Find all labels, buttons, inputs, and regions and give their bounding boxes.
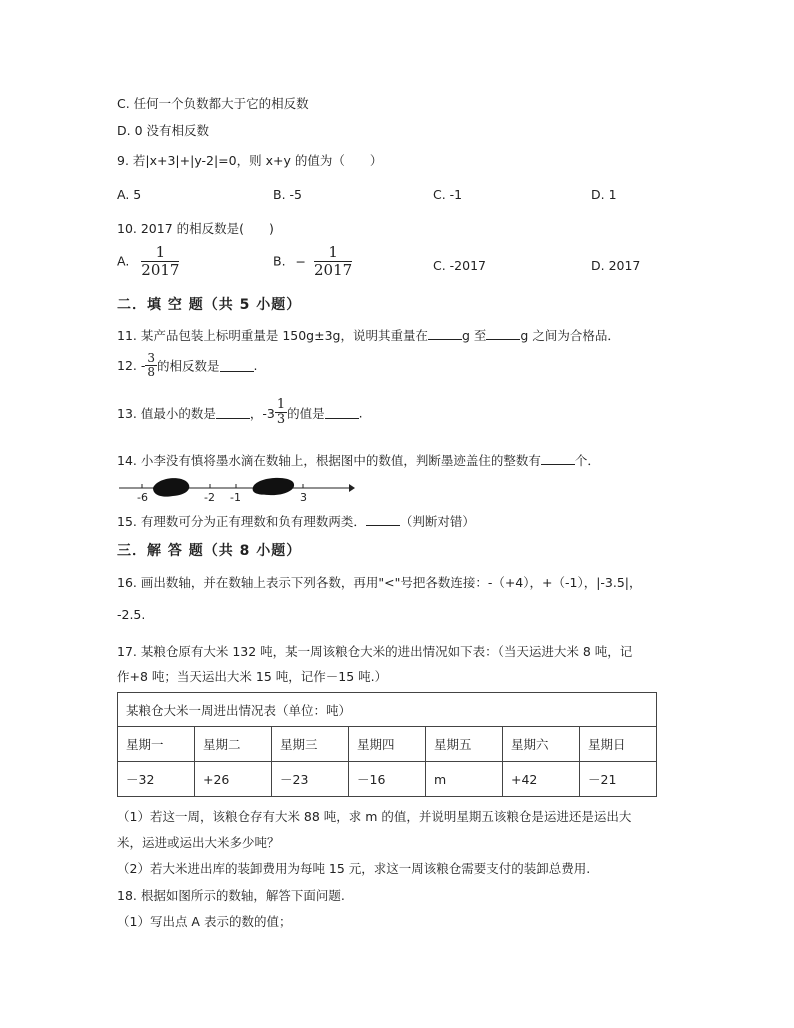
table-cell: +26 bbox=[195, 762, 272, 797]
fraction-numerator: 3 bbox=[147, 351, 156, 365]
q17-sub2: （2）若大米进出库的装卸费用为每吨 15 元，求这一周该粮仓需要支付的装卸总费用. bbox=[117, 861, 591, 876]
answer-blank bbox=[428, 327, 462, 340]
answer-blank bbox=[541, 452, 575, 465]
q11-text-2: g 至 bbox=[461, 328, 487, 343]
option-label: B. bbox=[273, 253, 286, 269]
q16-line-2: -2.5. bbox=[117, 607, 146, 622]
fraction-denominator: 3 bbox=[276, 412, 286, 428]
q12-prefix: 12. - bbox=[117, 358, 146, 374]
q9-option-a: A. 5 bbox=[117, 187, 142, 202]
table-caption-row bbox=[118, 693, 657, 727]
table-cell: +42 bbox=[503, 762, 580, 797]
ink-blot bbox=[253, 478, 294, 495]
fraction-numerator: 1 bbox=[141, 244, 179, 262]
q15-end: （判断对错） bbox=[399, 514, 475, 529]
answer-blank bbox=[220, 359, 254, 372]
q14-text: 14. 小李没有慎将墨水滴在数轴上，根据图中的数值，判断墨迹盖住的整数有 bbox=[117, 453, 541, 468]
q13-text-2: ，-3 bbox=[249, 405, 275, 421]
q8-option-d: D. 0 没有相反数 bbox=[117, 123, 209, 138]
q13 bbox=[117, 398, 363, 428]
tick-label: -2 bbox=[204, 491, 215, 504]
table-row bbox=[118, 762, 657, 797]
fraction-denominator: 2017 bbox=[141, 260, 180, 279]
q11-text-1: 11. 某产品包装上标明重量是 150g±3g，说明其重量在 bbox=[117, 328, 428, 343]
grain-table bbox=[117, 692, 657, 797]
q16-line-1: 16. 画出数轴，并在数轴上表示下列各数，再用"<"号把各数连接：-（+4），+（-1），|-3.5|， bbox=[117, 575, 642, 590]
q17-line-2: 作+8 吨；当天运出大米 15 吨，记作－15 吨.） bbox=[117, 669, 388, 684]
table-header-cell: 星期一 bbox=[118, 727, 195, 762]
q10-option-b bbox=[273, 244, 352, 278]
table-cell: m bbox=[426, 762, 503, 797]
table-header-cell: 星期日 bbox=[580, 727, 657, 762]
fraction-numerator: 1 bbox=[276, 397, 286, 412]
number-line-figure bbox=[117, 475, 357, 505]
section-2-title: 二．填 空 题（共 5 小题） bbox=[117, 297, 302, 313]
q13-text-1: 13. 值最小的数是 bbox=[117, 405, 216, 421]
answer-blank bbox=[486, 327, 520, 340]
q9-option-d: D. 1 bbox=[591, 187, 617, 202]
q13-end: . bbox=[358, 405, 363, 421]
q13-text-3: 的值是 bbox=[287, 405, 325, 421]
table-cell: －23 bbox=[272, 762, 349, 797]
q12-suffix: 的相反数是 bbox=[157, 358, 220, 374]
q8-option-c: C. 任何一个负数都大于它的相反数 bbox=[117, 96, 309, 111]
fraction bbox=[145, 352, 157, 379]
q14-end: 个． bbox=[574, 453, 600, 468]
q15 bbox=[117, 512, 475, 530]
table-header-row bbox=[118, 727, 657, 762]
fraction-denominator: 8 bbox=[147, 365, 156, 380]
fraction-numerator: 1 bbox=[314, 244, 352, 262]
table-cell: －16 bbox=[349, 762, 426, 797]
tick-label: -6 bbox=[137, 491, 148, 504]
q9-option-c: C. -1 bbox=[433, 187, 463, 202]
q10-option-a bbox=[117, 244, 179, 278]
q12-end: . bbox=[253, 358, 258, 374]
q12 bbox=[117, 352, 258, 379]
answer-blank bbox=[325, 406, 359, 419]
tick-label: -1 bbox=[230, 491, 241, 504]
fraction bbox=[275, 398, 287, 428]
q10-stem: 10. 2017 的相反数是( ) bbox=[117, 221, 274, 236]
q11-text-3: g 之间为合格品． bbox=[520, 328, 620, 343]
answer-blank bbox=[216, 406, 250, 419]
q10-option-c: C. -2017 bbox=[433, 258, 486, 273]
table-caption: 某粮仓大米一周进出情况表（单位：吨） bbox=[118, 693, 657, 727]
arrow-head-icon bbox=[349, 484, 355, 492]
table-header-cell: 星期五 bbox=[426, 727, 503, 762]
q18-stem: 18. 根据如图所示的数轴，解答下面问题. bbox=[117, 888, 345, 903]
table-header-cell: 星期二 bbox=[195, 727, 272, 762]
ink-blot bbox=[153, 478, 189, 496]
q9-option-b: B. -5 bbox=[273, 187, 302, 202]
fraction-denominator: 2017 bbox=[314, 260, 353, 279]
table-header-cell: 星期六 bbox=[503, 727, 580, 762]
option-label: A. bbox=[117, 253, 130, 269]
minus-sign: − bbox=[295, 253, 307, 269]
fraction bbox=[314, 244, 352, 278]
q11 bbox=[117, 326, 620, 344]
q9-stem: 9. 若|x+3|+|y-2|=0，则 x+y 的值为（ ） bbox=[117, 153, 383, 168]
q15-text: 15. 有理数可分为正有理数和负有理数两类． bbox=[117, 514, 366, 529]
q10-option-d: D. 2017 bbox=[591, 258, 641, 273]
table-cell: －21 bbox=[580, 762, 657, 797]
fraction bbox=[141, 244, 179, 278]
table-header-cell: 星期三 bbox=[272, 727, 349, 762]
q18-sub1: （1）写出点 A 表示的数的值； bbox=[117, 914, 292, 929]
q17-line-1: 17. 某粮仓原有大米 132 吨，某一周该粮仓大米的进出情况如下表：（当天运进大米 8 吨，记 bbox=[117, 644, 633, 659]
q17-sub1-line-2: 米，运进或运出大米多少吨？ bbox=[117, 835, 280, 850]
q14 bbox=[117, 451, 600, 469]
answer-blank bbox=[366, 513, 400, 526]
table-header-cell: 星期四 bbox=[349, 727, 426, 762]
q17-sub1-line-1: （1）若这一周，该粮仓存有大米 88 吨，求 m 的值，并说明星期五该粮仓是运进还是运出大 bbox=[117, 809, 632, 824]
section-3-title: 三．解 答 题（共 8 小题） bbox=[117, 543, 302, 559]
tick-label: 3 bbox=[300, 491, 307, 504]
table-cell: －32 bbox=[118, 762, 195, 797]
